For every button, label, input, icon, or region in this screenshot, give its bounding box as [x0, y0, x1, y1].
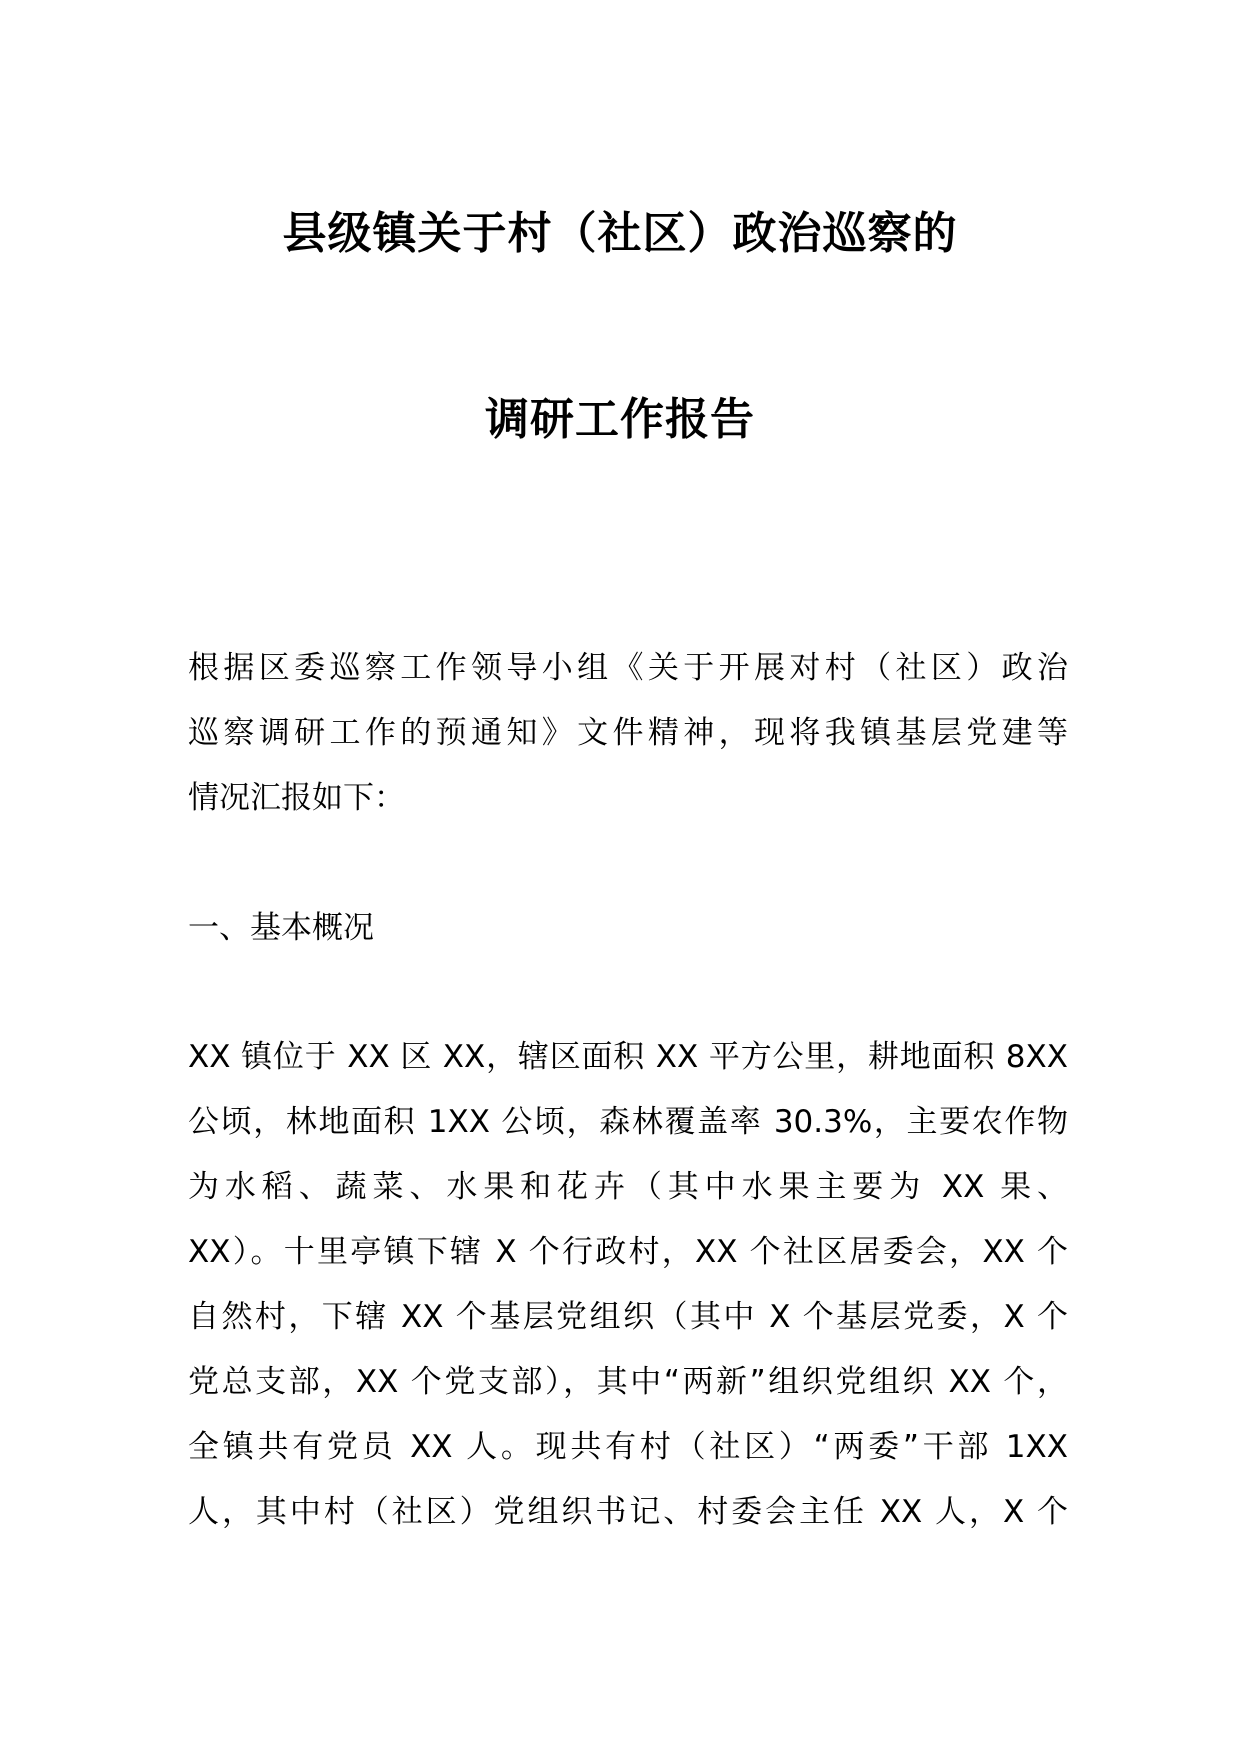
paragraph-line: XX 镇位于 XX 区 XX，辖区面积 XX 平方公里，耕地面积 8XX	[188, 1039, 1068, 1075]
paragraph-line: 人，其中村（社区）党组织书记、村委会主任 XX 人，X 个	[188, 1494, 1068, 1530]
section-heading-text: 一、基本概况	[188, 910, 374, 946]
paragraph-line: 公顷，林地面积 1XX 公顷，森林覆盖率 30.3%，主要农作物	[188, 1104, 1068, 1140]
intro-line: 根据区委巡察工作领导小组《关于开展对村（社区）政治	[188, 650, 1068, 686]
document-title-line-1: 县级镇关于村（社区）政治巡察的	[282, 208, 958, 259]
intro-paragraph	[188, 636, 1068, 831]
section-paragraph	[188, 1025, 1068, 1545]
paragraph-line: XX）。十里亭镇下辖 X 个行政村，XX 个社区居委会，XX 个	[188, 1234, 1068, 1270]
intro-line: 情况汇报如下：	[188, 780, 405, 816]
document-title-line-2: 调研工作报告	[485, 394, 755, 445]
paragraph-line: 自然村，下辖 XX 个基层党组织（其中 X 个基层党委，X 个	[188, 1299, 1068, 1335]
paragraph-line: 党总支部，XX 个党支部），其中“两新”组织党组织 XX 个，	[188, 1364, 1068, 1400]
paragraph-line: 为水稻、蔬菜、水果和花卉（其中水果主要为 XX 果、	[188, 1169, 1068, 1205]
section-heading	[188, 896, 1068, 961]
paragraph-line: 全镇共有党员 XX 人。现共有村（社区）“两委”干部 1XX	[188, 1429, 1068, 1465]
intro-line: 巡察调研工作的预通知》文件精神，现将我镇基层党建等	[188, 715, 1068, 751]
